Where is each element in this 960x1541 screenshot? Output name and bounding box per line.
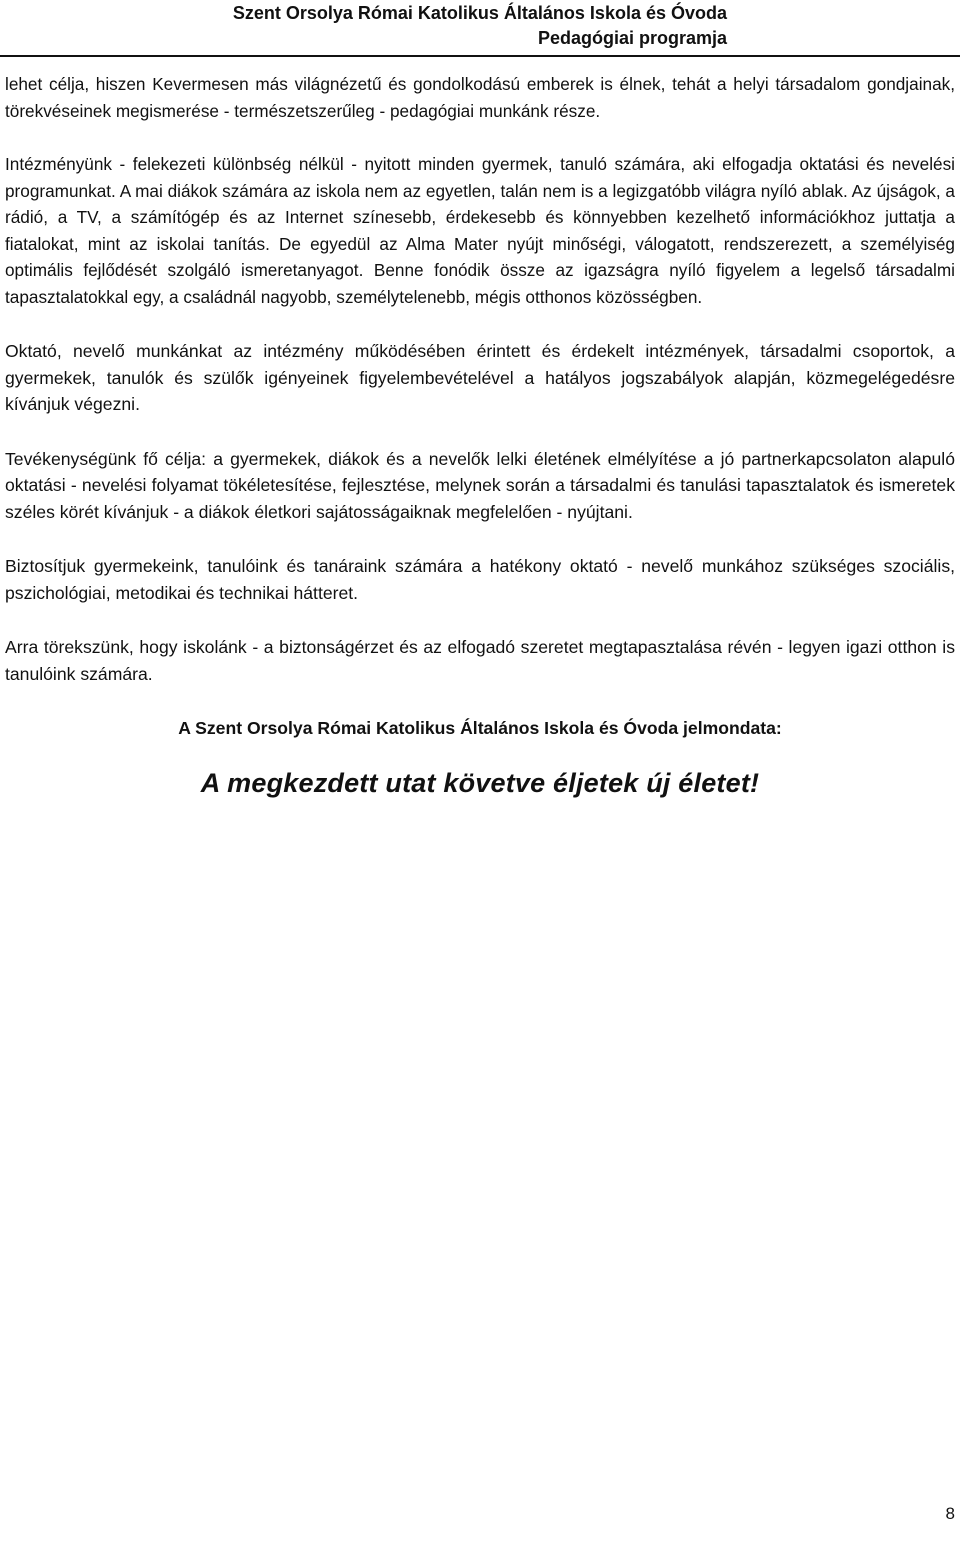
paragraph-5: Biztosítjuk gyermekeink, tanulóink és tanáraink számára a hatékony oktató - nevelő munkához szükséges szociális, pszichológiai, metodikai és technikai hátteret. <box>5 556 955 603</box>
paragraph-1: lehet célja, hiszen Kevermesen más világnézetű és gondolkodású emberek is élnek, tehát a helyi társadalom gondjainak, törekvéseinek megismerése - természetszerűleg - pedagógiai munkánk része. <box>5 74 955 121</box>
paragraph-4: Tevékenységünk fő célja: a gyermekek, diákok és a nevelők lelki életének elmélyítése a jó partnerkapcsolaton alapuló oktatási - nevelési folyamat tökéletesítése, fejlesztése, melynek során a társadalmi és tanulási tapasztalatok és ismeretek széles körét kívánjuk - a diákok életkori sajátosságaiknak megfelelően - nyújtani. <box>5 448 955 522</box>
page-number: 8 <box>945 1504 955 1523</box>
motto-intro: A Szent Orsolya Római Katolikus Általános Iskola és Óvoda jelmondata: <box>178 718 782 738</box>
document-body <box>5 71 955 801</box>
paragraph-6: Arra törekszünk, hogy iskolánk - a biztonságérzet és az elfogadó szeretet megtapasztalása révén - legyen igazi otthon is tanulóink számára. <box>5 637 955 684</box>
paragraph-2: Intézményünk - felekezeti különbség nélkül - nyitott minden gyermek, tanuló számára, aki elfogadja oktatási és nevelési programunkat. A mai diákok számára az iskola nem az egyetlen, talán nem is a legizgatóbb világra nyíló ablak. Az újságok, a rádió, a TV, a számítógép és az Internet színesebb, érdekesebb és könnyebben kezelhető információkhoz juttatja a fiatalokat, mint az iskolai tanítás. De egyedül az Alma Mater nyújt minőségi, válogatott, rendszerezett, a személyiség optimális fejlődését szolgáló ismeretanyagot. Benne fonódik össze az igazságra nyíló figyelem a legelső társadalmi tapasztalatokkal egy, a családnál nagyobb, személytelenebb, mégis otthonos közösségben. <box>5 154 955 307</box>
paragraph-3: Oktató, nevelő munkánkat az intézmény működésében érintett és érdekelt intézmények, társadalmi csoportok, a gyermekek, tanulók és szülők igényeinek figyelembevételével a hatályos jogszabályok alapján, közmegelégedésre kívánjuk végezni. <box>5 341 955 414</box>
header-school-name: Szent Orsolya Római Katolikus Általános Iskola és Óvoda <box>232 3 727 23</box>
page-header <box>127 0 727 51</box>
header-divider <box>0 55 960 57</box>
school-motto: A megkezdett utat követve éljetek új életet! <box>200 768 760 798</box>
header-document-title: Pedagógiai programja <box>537 28 727 48</box>
